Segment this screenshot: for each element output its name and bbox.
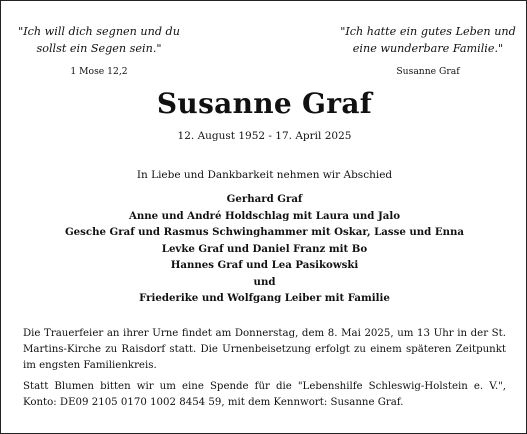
personal-quote-line-1: "Ich hatte ein gutes Leben und [340, 25, 516, 38]
mourner-line: Levke Graf und Daniel Franz mit Bo [161, 242, 368, 255]
mourner-line: Friederike und Wolfgang Leiber mit Familie [139, 292, 390, 304]
funeral-details: Die Trauerfeier an ihrer Urne findet am Donnerstag, dem 8. Mai 2025, um 13 Uhr in der St. Martins-Kirche zu Raisdorf statt. Die Urnenbeisetzung erfolgt zu einem späteren Zeitpunkt im engsten Familienkreis. [23, 328, 506, 371]
bible-quote-line-1: "Ich will dich segnen und du [18, 25, 180, 38]
donation-request: Statt Blumen bitten wir um eine Spende für die "Lebenshilfe Schleswig-Holstein e. V.", Konto: DE09 2105 0170 1002 8454 59, mit dem Kennwort: Susanne Graf. [23, 381, 506, 408]
mourner-line: Anne und André Holdschlag mit Laura und Jalo [128, 209, 401, 222]
personal-quote [338, 23, 518, 77]
life-dates: 12. August 1952 - 17. April 2025 [177, 130, 352, 142]
personal-quote-source: Susanne Graf [396, 66, 460, 77]
personal-quote-line-2: eine wunderbare Familie." [352, 42, 504, 55]
mourner-line: Gesche Graf und Rasmus Schwinghammer mit Oskar, Lasse und Enna [64, 226, 465, 238]
mourners-list [1, 191, 527, 307]
mourner-line: und [253, 275, 276, 288]
farewell-intro: In Liebe und Dankbarkeit nehmen wir Abschied [136, 169, 393, 181]
bible-quote-text [9, 23, 189, 57]
personal-quote-text [338, 23, 518, 57]
bible-quote [9, 23, 189, 77]
bible-quote-source: 1 Mose 12,2 [70, 66, 128, 77]
mourner-line: Hannes Graf und Lea Pasikowski [170, 259, 359, 271]
mourner-line: Gerhard Graf [226, 193, 303, 205]
deceased-name: Susanne Graf [156, 87, 373, 120]
bible-quote-line-2: sollst ein Segen sein." [36, 42, 162, 55]
